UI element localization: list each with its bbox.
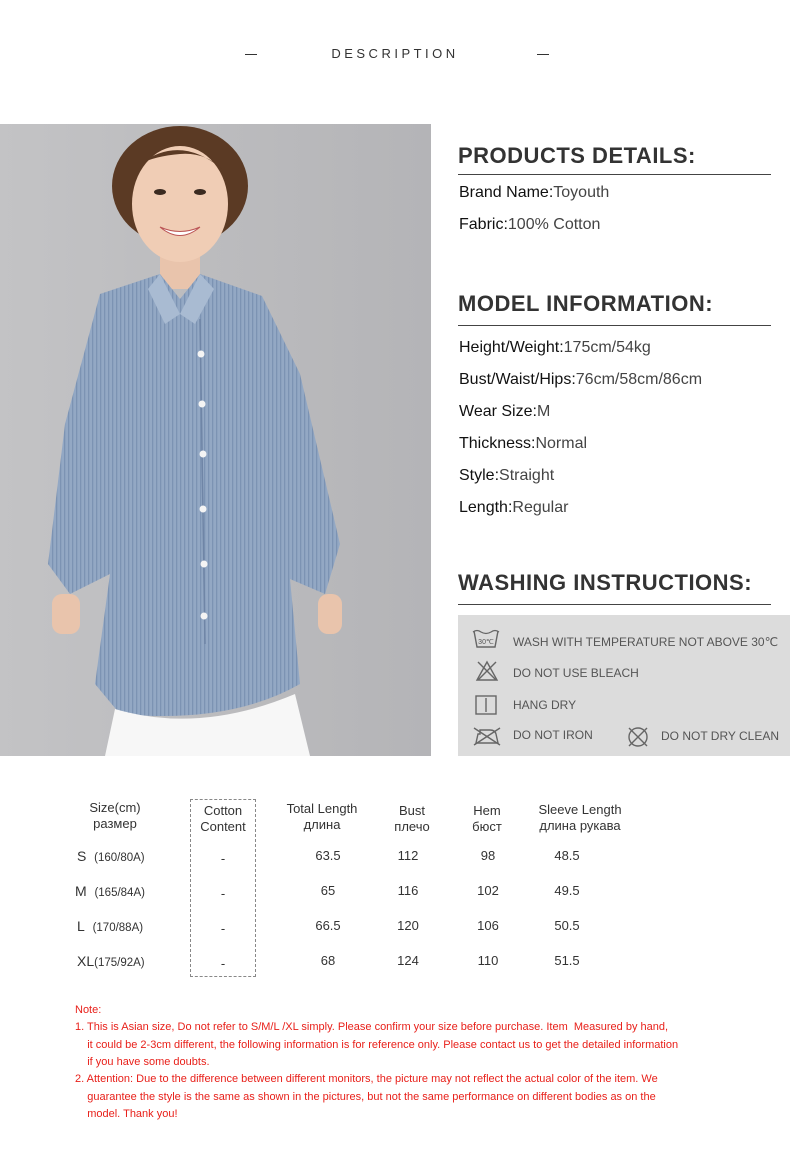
fabric-row (459, 216, 600, 234)
size-label-m: M (165/84A) (75, 883, 145, 899)
no-iron-icon (472, 725, 502, 752)
header-sleeve-length-en: Sleeve Length (538, 802, 622, 817)
header-bust (380, 803, 444, 835)
header-total-length-en: Total Length (286, 801, 358, 816)
cell-hem-m: 102 (477, 883, 499, 898)
cell-cotton-s: - (220, 851, 226, 866)
thickness-label: Thickness: (459, 435, 536, 452)
hang-dry-icon (474, 694, 498, 721)
header-hem (455, 803, 519, 835)
products-details-divider (458, 174, 771, 175)
bust-waist-hips-value: 76cm/58cm/86cm (575, 371, 703, 388)
header-sleeve-length-ru: длина рукава (539, 818, 621, 833)
note-line-2: it could be 2-3cm different, the following information is for reference only. Please contact us to get the detailed information (75, 1038, 679, 1051)
wear-size-row (459, 403, 550, 421)
header-total-length-ru: длина (303, 817, 341, 832)
size-label-s: S (160/80A) (77, 848, 145, 864)
note-line-5: guarantee the style is the same as shown in the pictures, but not the same performance on different bodies as on the (75, 1090, 656, 1103)
note-line-1: 1. This is Asian size, Do not refer to S/M/L /XL simply. Please confirm your size before purchase. Item Measured by hand, (75, 1021, 669, 1033)
wash-30-icon (472, 628, 500, 655)
cell-sleeve-m: 49.5 (554, 883, 580, 898)
cell-hem-l: 106 (477, 918, 499, 933)
wash-temperature-text: WASH WITH TEMPERATURE NOT ABOVE 30℃ (513, 635, 779, 649)
cell-length-l: 66.5 (315, 918, 341, 933)
note-line-6: model. Thank you! (75, 1108, 178, 1120)
height-weight-label: Height/Weight: (459, 339, 564, 356)
size-label-xl: XL(175/92A) (77, 953, 145, 969)
description-heading: DESCRIPTION (331, 46, 459, 61)
wear-size-value: M (536, 403, 551, 420)
header-cotton (190, 803, 256, 835)
cell-hem-xl: 110 (477, 953, 499, 968)
cell-bust-l: 120 (397, 918, 419, 933)
brand-name-value: Toyouth (553, 184, 610, 201)
brand-name-label: Brand Name: (459, 184, 554, 201)
height-weight-value: 175cm/54kg (563, 339, 651, 356)
model-information-divider (458, 325, 771, 326)
header-total-length (272, 801, 372, 833)
note-title: Note: (75, 1004, 102, 1016)
length-label: Length: (459, 499, 513, 516)
header-bust-ru: плечо (394, 819, 430, 834)
thickness-value: Normal (535, 435, 588, 452)
washing-instructions-panel (458, 615, 790, 756)
products-details-title: PRODUCTS DETAILS: (458, 143, 696, 168)
thickness-row (459, 435, 587, 453)
header-cotton-en: Cotton (203, 803, 243, 818)
header-sleeve-length (525, 802, 635, 834)
length-value: Regular (512, 499, 569, 516)
cell-hem-s: 98 (480, 848, 496, 863)
length-row (459, 499, 568, 517)
note-line-4: 2. Attention: Due to the difference between different monitors, the picture may not reflect the actual color of the item. We (75, 1073, 658, 1085)
washing-instructions-title: WASHING INSTRUCTIONS: (458, 570, 753, 595)
fabric-value: 100% Cotton (507, 216, 601, 233)
cell-bust-xl: 124 (397, 953, 419, 968)
svg-text:30℃: 30℃ (478, 639, 494, 646)
header-size-en: Size(cm) (89, 800, 141, 815)
no-bleach-text: DO NOT USE BLEACH (513, 666, 639, 680)
cell-length-m: 65 (320, 883, 336, 898)
model-photo (0, 124, 431, 756)
note-line-3: if you have some doubts. (75, 1056, 210, 1068)
cell-sleeve-s: 48.5 (554, 848, 580, 863)
header-cotton-ru: Content (200, 819, 246, 834)
cell-cotton-xl: - (220, 956, 226, 971)
washing-instructions-divider (458, 604, 771, 605)
cell-sleeve-l: 50.5 (554, 918, 580, 933)
cell-length-s: 63.5 (315, 848, 341, 863)
no-iron-text: DO NOT IRON (513, 728, 593, 742)
style-row (459, 467, 554, 485)
size-label-l: L (170/88A) (77, 918, 144, 934)
wear-size-label: Wear Size: (459, 403, 537, 420)
header-hem-en: Hem (473, 803, 501, 818)
header-dash-right (537, 54, 549, 55)
brand-name-row (459, 184, 609, 202)
style-value: Straight (499, 467, 555, 484)
style-label: Style: (459, 467, 500, 484)
bust-waist-hips-row (459, 371, 702, 389)
header-size-ru: размер (93, 816, 137, 831)
cell-cotton-m: - (220, 886, 226, 901)
no-dry-clean-icon (626, 726, 650, 753)
cell-sleeve-xl: 51.5 (554, 953, 580, 968)
cell-length-xl: 68 (320, 953, 336, 968)
model-information-title: MODEL INFORMATION: (458, 291, 714, 316)
cell-bust-m: 116 (397, 883, 419, 898)
header-size (70, 800, 160, 832)
cell-bust-s: 112 (397, 848, 419, 863)
no-dry-clean-text: DO NOT DRY CLEAN (661, 729, 780, 743)
header-hem-ru: бюст (472, 819, 502, 834)
header-bust-en: Bust (398, 803, 425, 818)
height-weight-row (459, 339, 651, 357)
bust-waist-hips-label: Bust/Waist/Hips: (459, 371, 576, 388)
fabric-label: Fabric: (459, 216, 508, 233)
no-bleach-icon (475, 660, 499, 687)
hang-dry-text: HANG DRY (513, 698, 577, 712)
cell-cotton-l: - (220, 921, 226, 936)
